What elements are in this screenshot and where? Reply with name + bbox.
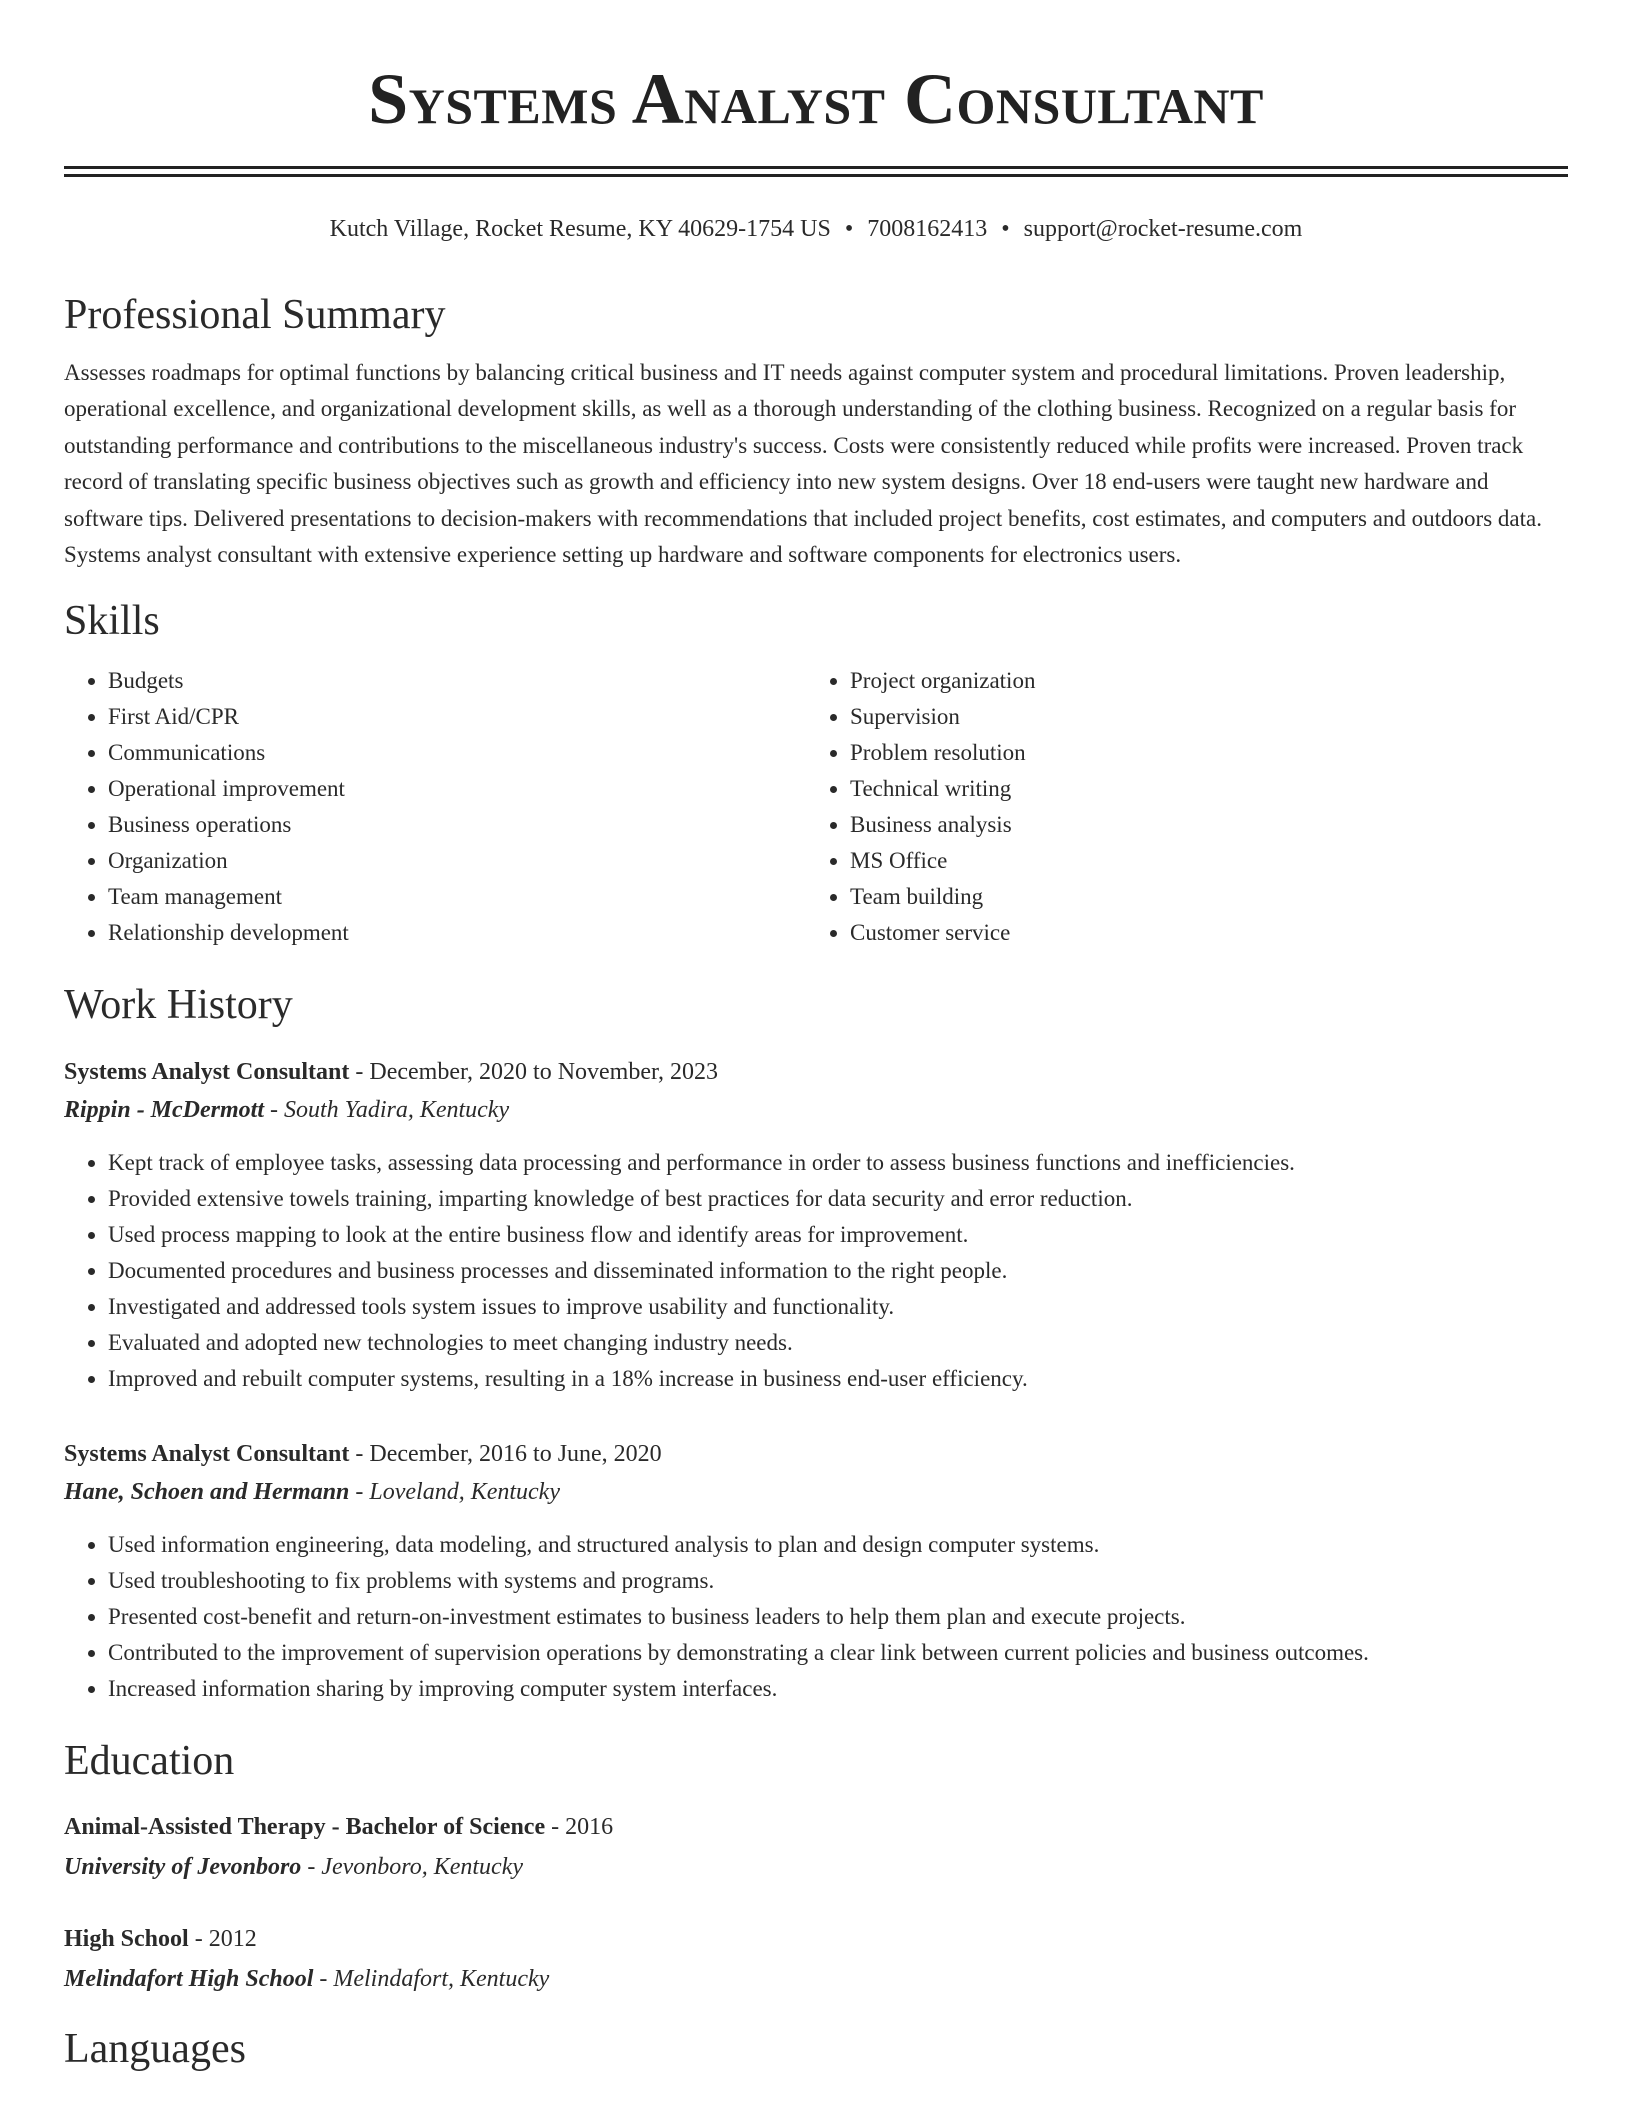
skill-item: • Relationship development bbox=[108, 915, 806, 951]
job-role: Systems Analyst Consultant bbox=[64, 1059, 350, 1086]
job-bullet: • Kept track of employee tasks, assessing data processing and performance in order to assess business functions and inefficiencies. bbox=[108, 1145, 1568, 1181]
education-degree: Animal-Assisted Therapy - Bachelor of Science bbox=[64, 1814, 546, 1841]
job-bullet: • Documented procedures and business processes and disseminated information to the right people. bbox=[108, 1253, 1568, 1289]
job-heading bbox=[64, 1053, 1568, 1091]
job-bullet: • Improved and rebuilt computer systems, resulting in a 18% increase in business end-user efficiency. bbox=[108, 1361, 1568, 1397]
skill-item: • Technical writing bbox=[850, 771, 1550, 807]
skill-item: • Business operations bbox=[108, 807, 806, 843]
education-institution bbox=[64, 1847, 1568, 1887]
skill-item: • Operational improvement bbox=[108, 771, 806, 807]
education-institution bbox=[64, 1959, 1568, 1999]
job-entry bbox=[64, 1053, 1568, 1397]
job-company: Rippin - McDermott bbox=[64, 1097, 265, 1124]
skill-item: • First Aid/CPR bbox=[108, 699, 806, 735]
education-year: - 2012 bbox=[188, 1926, 257, 1953]
education-location: - Melindafort, Kentucky bbox=[313, 1966, 550, 1993]
skills-column-left bbox=[64, 663, 806, 951]
education-entry bbox=[64, 1919, 1568, 1999]
job-bullet: • Presented cost-benefit and return-on-investment estimates to business leaders to help them plan and execute projects. bbox=[108, 1599, 1568, 1635]
summary-text: Assesses roadmaps for optimal functions by balancing critical business and IT needs against computer system and procedural limitations. Proven leadership, operational excellence, and organizational development skills, as well as a thorough understanding of the clothing business. Recognized on a regular basis for outstanding performance and contributions to the miscellaneous industry's success. Costs were consistently reduced while profits were increased. Proven track record of translating specific business objectives such as growth and efficiency into new system designs. Over 18 end-users were taught new hardware and software tips. Delivered presentations to decision-makers with recommendations that included project benefits, cost estimates, and computers and outdoors data. Systems analyst consultant with extensive experience setting up hardware and software components for electronics users. bbox=[64, 360, 1542, 568]
contact-phone: 7008162413 bbox=[867, 216, 988, 242]
job-bullet: • Used troubleshooting to fix problems with systems and programs. bbox=[108, 1563, 1568, 1599]
education-degree: High School bbox=[64, 1926, 189, 1953]
education-school: University of Jevonboro bbox=[64, 1854, 302, 1881]
job-bullet: • Evaluated and adopted new technologies to meet changing industry needs. bbox=[108, 1325, 1568, 1361]
header-divider-thin bbox=[64, 174, 1568, 177]
skill-item: • Problem resolution bbox=[850, 735, 1550, 771]
skill-item: • Team management bbox=[108, 879, 806, 915]
job-dates: - December, 2016 to June, 2020 bbox=[349, 1441, 662, 1468]
skill-item: • MS Office bbox=[850, 843, 1550, 879]
skills-list bbox=[64, 663, 1568, 951]
contact-line bbox=[64, 213, 1568, 245]
job-bullet: • Increased information sharing by improving computer system interfaces. bbox=[108, 1671, 1568, 1707]
contact-address: Kutch Village, Rocket Resume, KY 40629-1754 US bbox=[329, 216, 831, 242]
job-employer bbox=[64, 1473, 1568, 1511]
education-entry bbox=[64, 1807, 1568, 1887]
education-heading bbox=[64, 1807, 1568, 1847]
resume-page bbox=[64, 0, 1568, 2073]
header-divider-thick bbox=[64, 166, 1568, 169]
job-location: - South Yadira, Kentucky bbox=[264, 1097, 510, 1124]
skill-item: • Customer service bbox=[850, 915, 1550, 951]
education-heading bbox=[64, 1919, 1568, 1959]
section-title-education: Education bbox=[64, 1738, 235, 1785]
education-school: Melindafort High School bbox=[64, 1966, 314, 1993]
skill-item: • Supervision bbox=[850, 699, 1550, 735]
skill-item: • Budgets bbox=[108, 663, 806, 699]
job-dates: - December, 2020 to November, 2023 bbox=[349, 1059, 719, 1086]
section-title-languages: Languages bbox=[64, 2026, 246, 2073]
job-bullet: • Provided extensive towels training, imparting knowledge of best practices for data security and error reduction. bbox=[108, 1181, 1568, 1217]
skills-column-right bbox=[806, 663, 1550, 951]
contact-separator: • bbox=[1001, 216, 1010, 242]
skill-item: • Team building bbox=[850, 879, 1550, 915]
section-title-summary: Professional Summary bbox=[64, 292, 446, 338]
job-heading bbox=[64, 1435, 1568, 1473]
skill-item: • Communications bbox=[108, 735, 806, 771]
candidate-name: Systems Analyst Consultant bbox=[368, 59, 1264, 139]
section-title-skills: Skills bbox=[64, 598, 160, 645]
skill-item: • Organization bbox=[108, 843, 806, 879]
job-bullet: • Contributed to the improvement of supervision operations by demonstrating a clear link between current policies and business outcomes. bbox=[108, 1635, 1568, 1671]
job-location: - Loveland, Kentucky bbox=[349, 1479, 560, 1506]
job-bullet: • Investigated and addressed tools system issues to improve usability and functionality. bbox=[108, 1289, 1568, 1325]
job-bullet: • Used process mapping to look at the entire business flow and identify areas for improvement. bbox=[108, 1217, 1568, 1253]
job-entry bbox=[64, 1435, 1568, 1707]
job-bullet: • Used information engineering, data modeling, and structured analysis to plan and design computer systems. bbox=[108, 1527, 1568, 1563]
skill-item: • Business analysis bbox=[850, 807, 1550, 843]
job-bullets bbox=[64, 1145, 1568, 1397]
section-title-work-history: Work History bbox=[64, 982, 293, 1029]
job-bullets bbox=[64, 1527, 1568, 1707]
job-role: Systems Analyst Consultant bbox=[64, 1441, 350, 1468]
job-company: Hane, Schoen and Hermann bbox=[64, 1479, 350, 1506]
contact-email: support@rocket-resume.com bbox=[1023, 216, 1303, 242]
contact-separator: • bbox=[844, 216, 854, 242]
education-year: - 2016 bbox=[545, 1814, 614, 1841]
job-employer bbox=[64, 1091, 1568, 1129]
skill-item: • Project organization bbox=[850, 663, 1550, 699]
education-location: - Jevonboro, Kentucky bbox=[301, 1854, 523, 1881]
